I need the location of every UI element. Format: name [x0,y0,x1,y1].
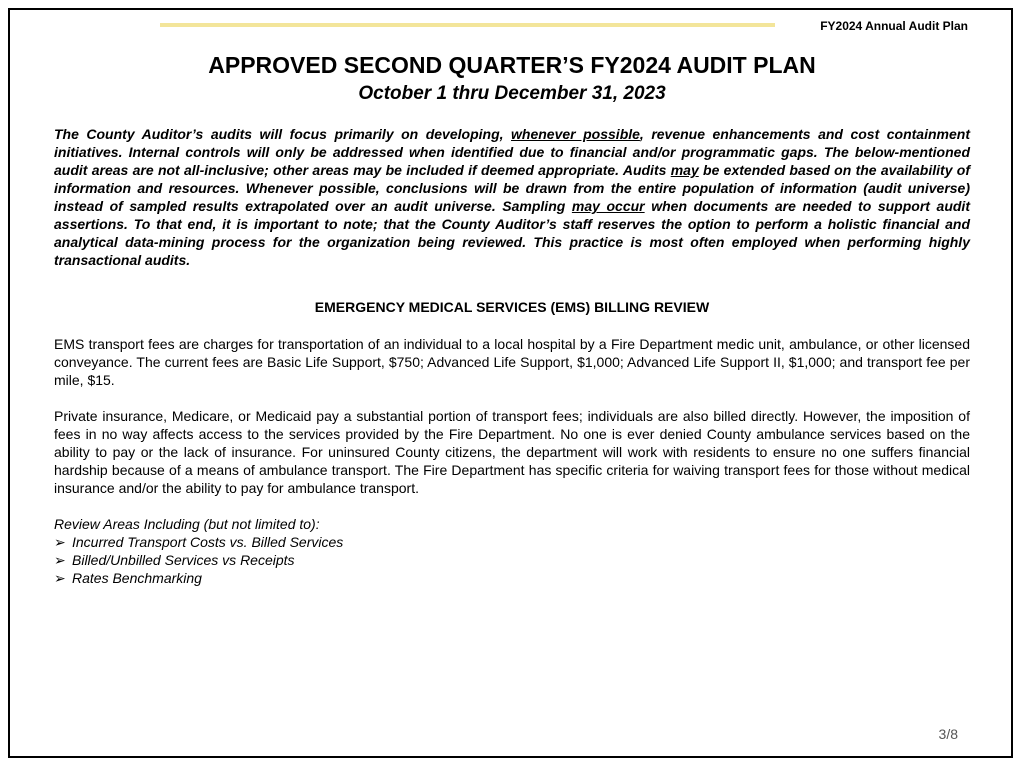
list-item [54,569,343,587]
arrow-bullet-icon: ➢ [54,552,66,568]
page-title: APPROVED SECOND QUARTER’S FY2024 AUDIT PLAN [208,52,816,78]
intro-paragraph [54,125,970,269]
intro-text-4: when documents are needed to support audit assertions. To that end, it is important to note; that the County Auditor’s staff reserves the option to perform a holistic financial and analytical data-mining process for the organization being reviewed. This practice is most often employed when performing highly transactional audits. [54,198,970,268]
document-label: FY2024 Annual Audit Plan [820,19,968,33]
section-paragraph-fees: EMS transport fees are charges for transportation of an individual to a local hospital by a Fire Department medic unit, ambulance, or other licensed conveyance. The current fees are Basic Life Support, $750; Advanced Life Support, $1,000; Advanced Life Support II, $1,000; and transport fee per mile, $15. [54,336,970,388]
list-item-text: Incurred Transport Costs vs. Billed Services [72,534,344,550]
review-areas [54,515,343,587]
page-subtitle-dates: October 1 thru December 31, 2023 [358,83,666,104]
intro-text-1: The County Auditor’s audits will focus primarily on developing, [54,126,512,142]
intro-underline-1: whenever possible [511,126,640,142]
section-paragraph-insurance: Private insurance, Medicare, or Medicaid pay a substantial portion of transport fees; individuals are also billed directly. However, the imposition of fees in no way affects access to the services provided by the Fire Department. No one is ever denied County ambulance services based on the ability to pay or the lack of insurance. For uninsured County citizens, the department will work with residents to ensure no one suffers financial hardship because of a means of ambulance transport. The Fire Department has specific criteria for waiving transport fees for those without medical insurance and/or the ability to pay for ambulance transport. [54,408,970,496]
intro-underline-3: may occur [571,198,645,214]
page-number: 3/8 [938,726,958,742]
intro-text-3: be extended based on the availability of information and resources. Whenever possible, conclusions will be drawn from the entire population of information (audit universe) instead of sampled results extrapolated over an audit universe. Sampling [54,162,970,214]
intro-text-2: , revenue enhancements and cost containment initiatives. Internal controls will only be addressed when identified due to financial and/or programmatic gaps. The below-mentioned audit areas are not all-inclusive; other areas may be included if deemed appropriate. Audits [54,126,970,178]
arrow-bullet-icon: ➢ [54,570,66,586]
intro-underline-2: may [670,162,699,178]
review-areas-label: Review Areas Including (but not limited to): [54,516,320,532]
section-heading: EMERGENCY MEDICAL SERVICES (EMS) BILLING REVIEW [314,299,710,315]
list-item [54,533,343,551]
list-item-text: Billed/Unbilled Services vs Receipts [72,552,295,568]
list-item-text: Rates Benchmarking [72,570,202,586]
list-item [54,551,343,569]
arrow-bullet-icon: ➢ [54,534,66,550]
header-accent-rule [160,23,775,27]
